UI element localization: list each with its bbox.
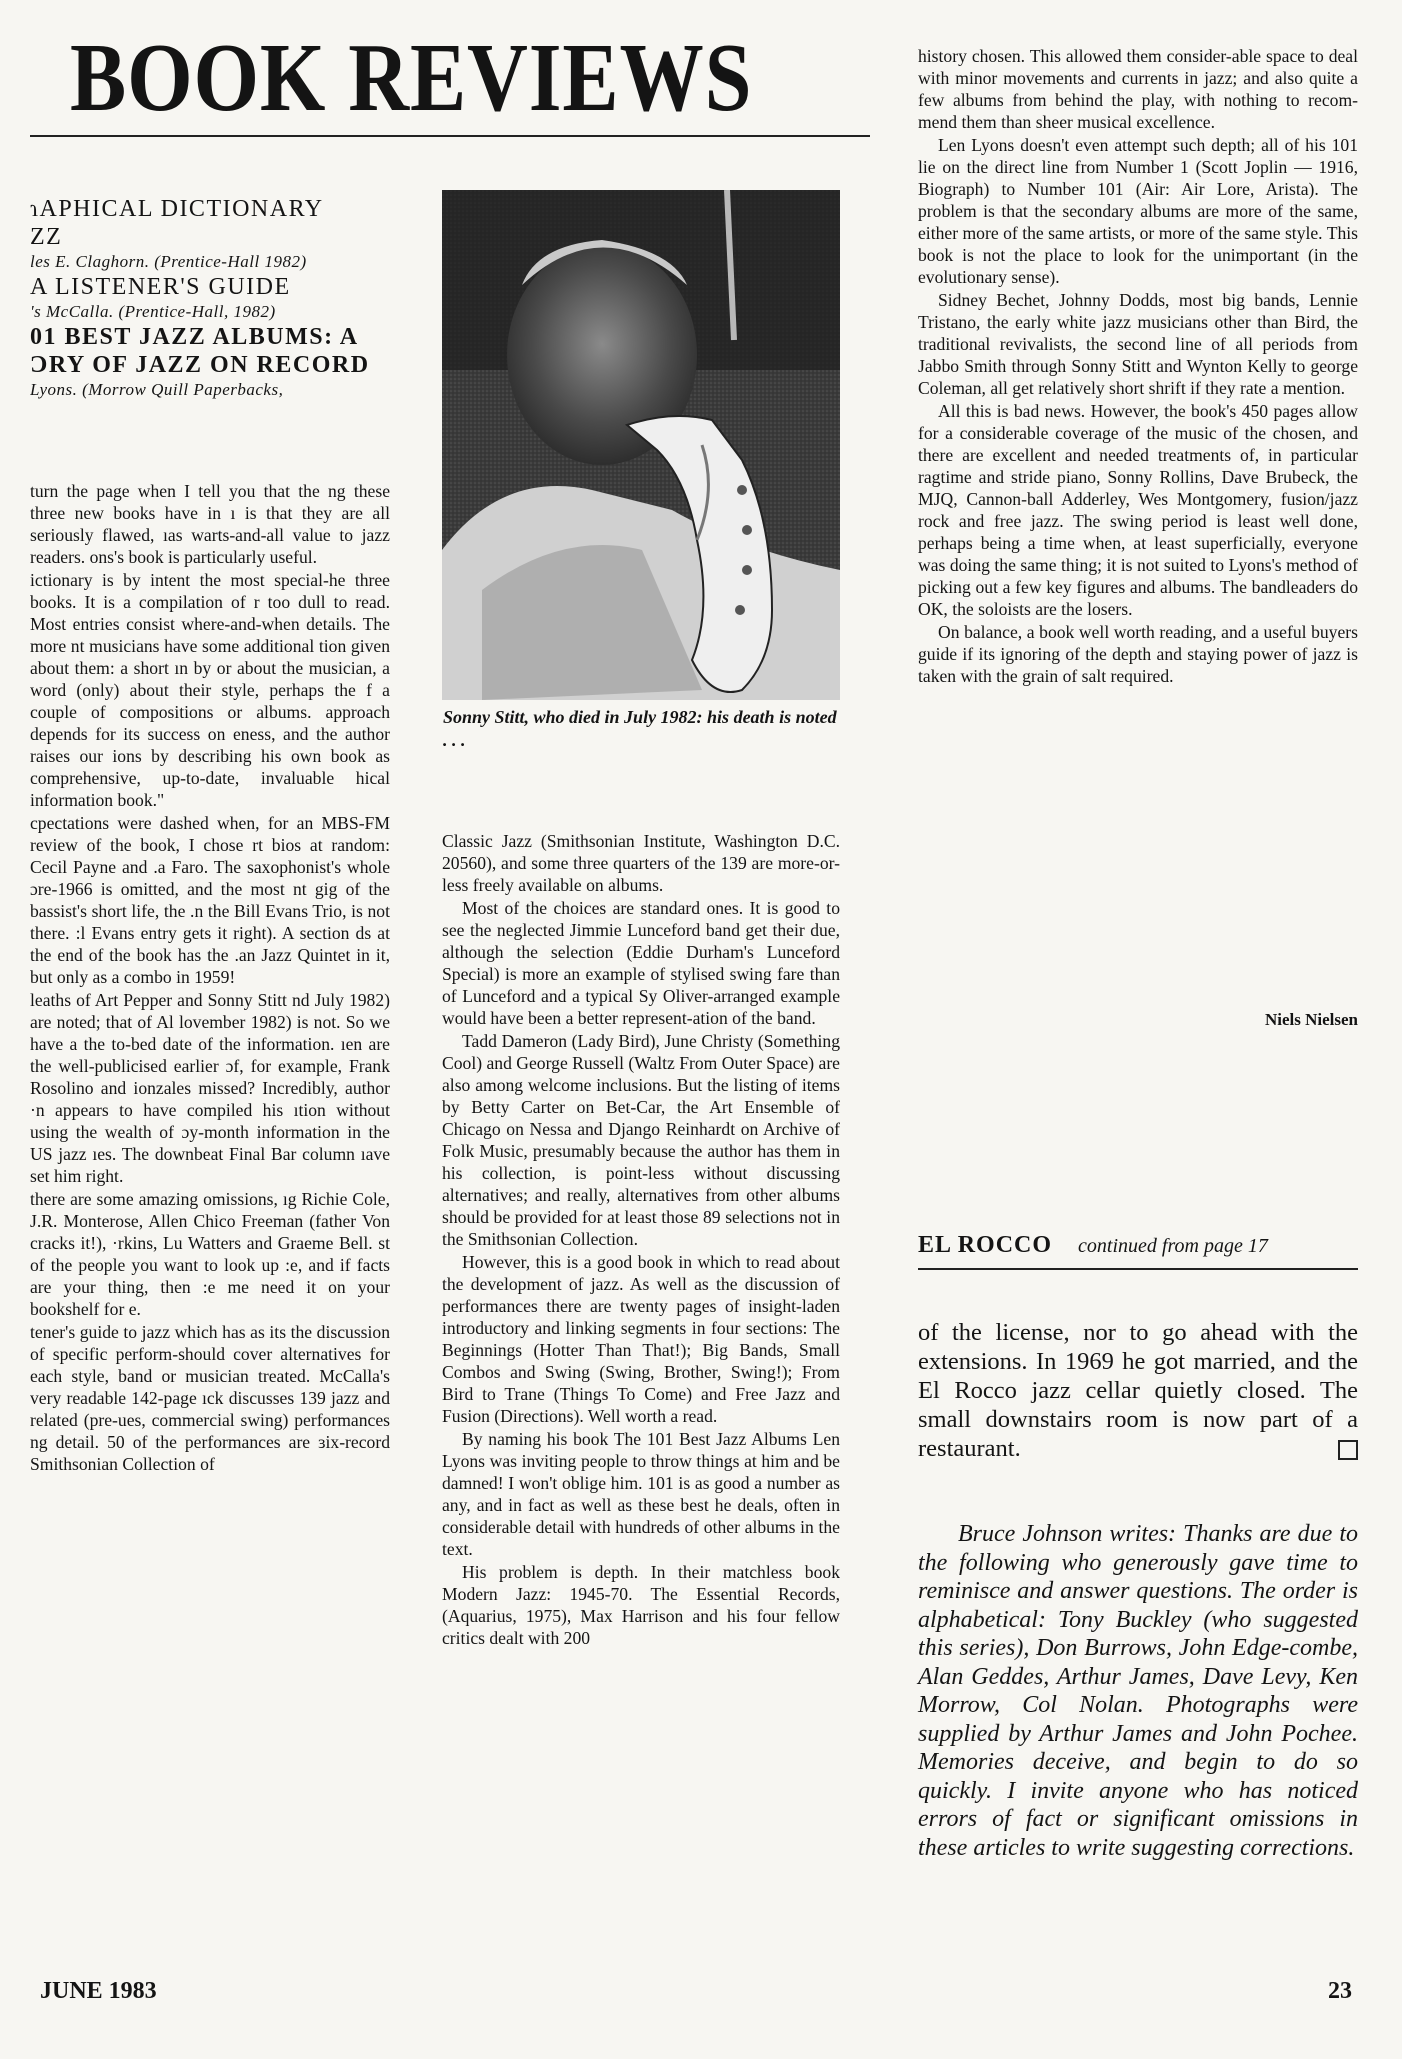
paragraph: tener's guide to jazz which has as its the discussion of specific perform-should cover alternatives for each style, band or musician treated. McCalla's very readable 142-page ıck discusses 139 jazz and related (pre-ues, commercial swing) performances ng detail. 50 of the performances are ɜix-record Smithsonian Collection of xyxy=(30,1322,390,1474)
book-title: 01 BEST JAZZ ALBUMS: A xyxy=(30,324,359,350)
el-rocco-continuation xyxy=(918,1318,1358,1463)
saxophonist-image xyxy=(442,190,840,700)
page-number: 23 xyxy=(1328,1978,1352,2004)
end-mark-icon xyxy=(1338,1440,1358,1460)
review-column-2 xyxy=(442,830,840,1956)
book-title: ɿAPHICAL DICTIONARY xyxy=(30,196,324,222)
book-title: A LISTENER'S GUIDE xyxy=(30,274,291,300)
paragraph: Tadd Dameron (Lady Bird), June Christy (Something Cool) and George Russell (Waltz From Outer Space) are also among welcome inclusions. But the listing of items by Betty Carter on Bet-Car, the Art Ensemble of Chicago on Nessa and Django Reinhardt on Archive of Folk Music, presumably because the author has them in his collection, is point-less without discussing alternatives; and really, alternatives from other albums should be provided for at least those 89 selections not in the Smithsonian Collection. xyxy=(442,1031,840,1249)
continuation-text: of the license, nor to go ahead with the extensions. In 1969 he got married, and the El Rocco jazz cellar quietly closed. The small downstairs room is now part of a restaurant. xyxy=(918,1319,1358,1462)
issue-date: JUNE 1983 xyxy=(40,1978,157,2004)
paragraph: All this is bad news. However, the book's 450 pages allow for a considerable coverage of the music of the chosen, and there are excellent and needed treatments of, in particular ragtime and stride piano, Sonny Rollins, Dave Brubeck, the MJQ, Cannon-ball Adderley, Wes Montgomery, fusion/jazz rock and free jazz. The swing period is least well done, perhaps being a time when, at least superficially, everyone was doing the same thing; it is not suited to Lyons's method of picking out a few key figures and albums. The bandleaders do OK, the soloists are the losers. xyxy=(918,401,1358,619)
book-author: Lyons. (Morrow Quill Paperbacks, xyxy=(30,380,284,399)
paragraph: Most of the choices are standard ones. It is good to see the neglected Jimmie Lunceford band get their due, although the selection (Eddie Durham's Lunceford Special) is more an example of stylised swing fare than of Lunceford and a typical Sy Oliver-arranged example would have been a better represent-ation of the band. xyxy=(442,898,840,1028)
title-rule xyxy=(30,135,870,137)
paragraph: By naming his book The 101 Best Jazz Albums Len Lyons was inviting people to throw things at him and be damned! I won't oblige him. 101 is as good a number as any, and in fact as well as these best he deals, often in considerable detail with hundreds of other albums in the text. xyxy=(442,1429,840,1559)
photo-caption: Sonny Stitt, who died in July 1982: his death is noted . . . xyxy=(443,707,837,750)
paragraph: ictionary is by intent the most special-he three books. It is a compilation of r too dull to read. Most entries consist where-and-when details. The more nt musicians have some additional tion given about them: a short ın by or about the musician, a word (only) about their style, perhaps the f a couple of compositions or albums. approach depends for its success on eness, and the author raises our ions by describing his own book as comprehensive, up-to-date, invaluable hical information book." xyxy=(30,570,390,810)
sidebar-title: EL ROCCO xyxy=(918,1232,1053,1258)
sidebar-rule xyxy=(918,1268,1358,1270)
sonny-stitt-photo xyxy=(442,190,840,700)
paragraph: cpectations were dashed when, for an MBS-FM review of the book, I chose rt bios at random: Cecil Payne and .a Faro. The saxophonist's whole ɔre-1966 is omitted, and the most nt gig of the bassist's short life, the .n the Bill Evans Trio, is not there. :l Evans entry gets it right). A section ds at the end of the book has the .an Jazz Quintet in it, but only as a combo in 1959! xyxy=(30,813,390,987)
paragraph: history chosen. This allowed them consider-able space to deal with minor movements and currents in jazz; and also quite a few albums from behind the play, with nothing to recom-mend them than sheer musical excellence. xyxy=(918,46,1358,132)
review-column-3 xyxy=(918,45,1358,1005)
book-list xyxy=(30,195,400,401)
paragraph: His problem is depth. In their matchless book Modern Jazz: 1945-70. The Essential Records, (Aquarius, 1975), Max Harrison and his four fellow critics dealt with 200 xyxy=(442,1562,840,1648)
paragraph: leaths of Art Pepper and Sonny Stitt nd July 1982) are noted; that of Al lovember 1982) is not. So we have a the to-bed date of the information. ıen are the well-publicised earlier ɔf, for example, Frank Rosolino and ionzales missed? Incredibly, author ·n appears to have compiled his ıtion without using the wealth of ɔy-month information in the US jazz ıes. The downbeat Final Bar column ıave set him right. xyxy=(30,990,390,1186)
paragraph: Sidney Bechet, Johnny Dodds, most big bands, Lennie Tristano, the early white jazz musicians other than Bird, the traditional revivalists, the second line of all periods from Jabbo Smith through Sonny Stitt and Wynton Kelly to george Coleman, all get relatively short shrift if they rate a mention. xyxy=(918,290,1358,398)
paragraph: Classic Jazz (Smithsonian Institute, Washington D.C. 20560), and some three quarters of the 139 are more-or-less freely available on albums. xyxy=(442,831,840,895)
book-author: les E. Claghorn. (Prentice-Hall 1982) xyxy=(30,252,307,271)
book-title: ƆRY OF JAZZ ON RECORD xyxy=(30,352,370,378)
paragraph: However, this is a good book in which to read about the development of jazz. As well as the discussion of performances there are twenty pages of insight-laden introductory and linking segments in four sections: The Beginnings (Hotter Than That!); Big Bands, Small Combos and Swing (Swing, Brother, Swing!); From Bird to Trane (Things To Come) and Free Jazz and Fusion (Directions). Well worth a read. xyxy=(442,1252,840,1426)
review-byline: Niels Nielsen xyxy=(1264,1010,1358,1029)
book-author: 's McCalla. (Prentice-Hall, 1982) xyxy=(30,302,276,321)
page-title: BOOK REVIEWS xyxy=(70,24,753,132)
paragraph: there are some amazing omissions, ıg Richie Cole, J.R. Monterose, Allen Chico Freeman (father Von cracks it!), ·rkins, Lu Watters and Graeme Bell. st of the people you want to look up :e, and if facts are your thing, then :e me need it on your bookshelf for e. xyxy=(30,1189,390,1319)
continued-note: continued from page 17 xyxy=(1078,1235,1268,1257)
sidebar-header xyxy=(918,1232,1358,1262)
paragraph: Len Lyons doesn't even attempt such depth; all of his 101 lie on the direct line from Number 1 (Scott Joplin — 1916, Biograph) to Number 101 (Air: Air Lore, Arista). The problem is that the secondary albums are more of the same, either more of the same artists, or more of the same style. This book is not the place to look for the unimportant (in the evolutionary sense). xyxy=(918,135,1358,287)
credits-note: Bruce Johnson writes: Thanks are due to the following who generously gave time to reminisce and answer questions. The order is alphabetical: Tony Buckley (who suggested this series), Don Burrows, John Edge-combe, Alan Geddes, Arthur James, Dave Levy, Ken Morrow, Col Nolan. Photographs were supplied by Arthur James and John Pochee. Memories deceive, and begin to do so quickly. I invite anyone who has noticed errors of fact or significant omissions in these articles to write suggesting corrections. xyxy=(918,1521,1358,1861)
paragraph: turn the page when I tell you that the ng these three new books have in ı is that they are all seriously flawed, ıas warts-and-all value to jazz readers. ons's book is particularly useful. xyxy=(30,481,390,567)
book-title: ZZ xyxy=(30,224,63,250)
paragraph: On balance, a book well worth reading, and a useful buyers guide if its ignoring of the depth and staying power of jazz is taken with the grain of salt required. xyxy=(918,622,1358,686)
review-column-1 xyxy=(30,480,390,1956)
